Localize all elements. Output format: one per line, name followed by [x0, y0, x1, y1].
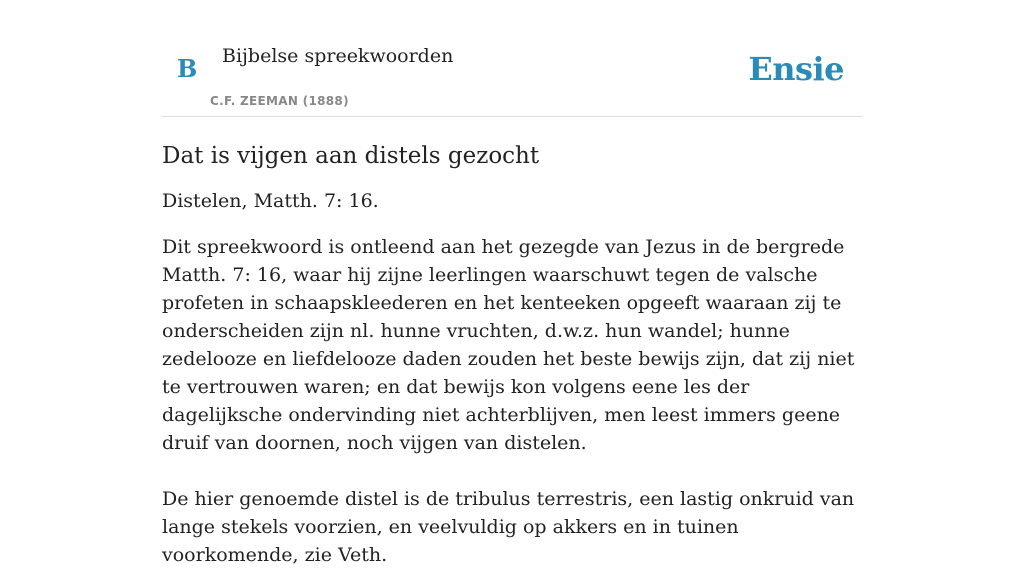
book-author: C.F. ZEEMAN (1888)	[210, 94, 349, 108]
page-container	[162, 0, 862, 569]
entry-title: Dat is vijgen aan distels gezocht	[162, 143, 540, 169]
entry-subtitle: Distelen, Matth. 7: 16.	[162, 190, 379, 212]
book-title-link[interactable]: Bijbelse spreekwoorden	[222, 45, 454, 67]
book-logo-letter[interactable]: B	[177, 54, 198, 83]
entry-paragraph-2: De hier genoemde distel is de tribulus terrestris, een lastig onkruid van lange stekels voorzien, en veelvuldig op akkers en in tuinen voorkomende, zie Veth.	[162, 488, 855, 566]
ensie-logo-link[interactable]: Ensie	[748, 50, 844, 88]
book-header	[162, 0, 862, 117]
entry-paragraph-1: Dit spreekwoord is ontleend aan het gezegde van Jezus in de bergrede Matth. 7: 16, waar hij zijne leerlingen waarschuwt tegen de valsche profeten in schaapskleederen en het kenteeken opgeeft waaraan zij te onderscheiden zijn nl. hunne vruchten, d.w.z. hun wandel; hunne zedelooze en liefdelooze daden zouden het beste bewijs zijn, dat zij niet te vertrouwen waren; en dat bewijs kon volgens eene les der dagelijksche ondervinding niet achterblijven, men leest immers geene druif van doornen, noch vijgen van distelen.	[162, 236, 855, 454]
